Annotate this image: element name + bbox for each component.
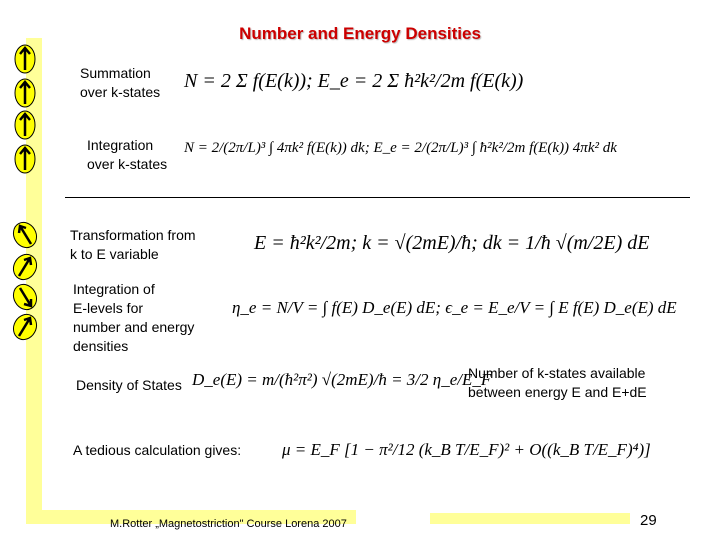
- integration-formula: N = 2/(2π/L)³ ∫ 4πk² f(E(k)) dk; E_e = 2/(2π/L)³ ∫ ħ²k²/2m f(E(k)) 4πk² dk: [184, 140, 617, 156]
- arrow-up-icon: [14, 144, 36, 174]
- summation-formula: N = 2 Σ f(E(k)); E_e = 2 Σ ħ²k²/2m f(E(k)): [184, 70, 524, 92]
- density-of-states-label: Density of States: [76, 377, 182, 393]
- slide-title: Number and Energy Densities: [239, 24, 481, 43]
- arrow-up-icon: [14, 44, 36, 74]
- transformation-label: Transformation from k to E variable: [70, 227, 196, 262]
- arrow-up-icon: [14, 110, 36, 140]
- integration-label: Integration over k-states: [87, 137, 168, 172]
- footer-credit: M.Rotter „Magnetostriction" Course Lorena 2007: [110, 518, 347, 530]
- arrow-up-icon: [14, 78, 36, 108]
- summation-label: Summation over k-states: [80, 65, 161, 100]
- bottom-right-accent-bar: [430, 513, 630, 524]
- integration-levels-label: Integration of E-levels for number and energy densities: [73, 281, 195, 354]
- arrow-up-right-icon: [12, 252, 38, 282]
- tedious-label: A tedious calculation gives:: [73, 442, 242, 458]
- page-number: 29: [640, 512, 657, 529]
- integration-levels-formula: η_e = N/V = ∫ f(E) D_e(E) dE; ϵ_e = E_e/V = ∫ E f(E) D_e(E) dE: [232, 298, 677, 317]
- k-states-note: Number of k-states available between energy E and E+dE: [468, 365, 647, 400]
- density-of-states-formula: D_e(E) = m/(ħ²π²) √(2mE)/ħ = 3/2 η_e/E_F: [192, 370, 492, 389]
- arrow-up-left-icon: [12, 220, 38, 250]
- chemical-potential-formula: μ = E_F [1 − π²/12 (k_B T/E_F)² + O((k_B T/E_F)⁴)]: [282, 440, 651, 459]
- divider: [65, 197, 690, 198]
- arrow-down-right-icon: [12, 282, 38, 312]
- arrow-up-right-icon: [12, 312, 38, 342]
- transformation-formula: E = ħ²k²/2m; k = √(2mE)/ħ; dk = 1/ħ √(m/2E) dE: [254, 232, 650, 254]
